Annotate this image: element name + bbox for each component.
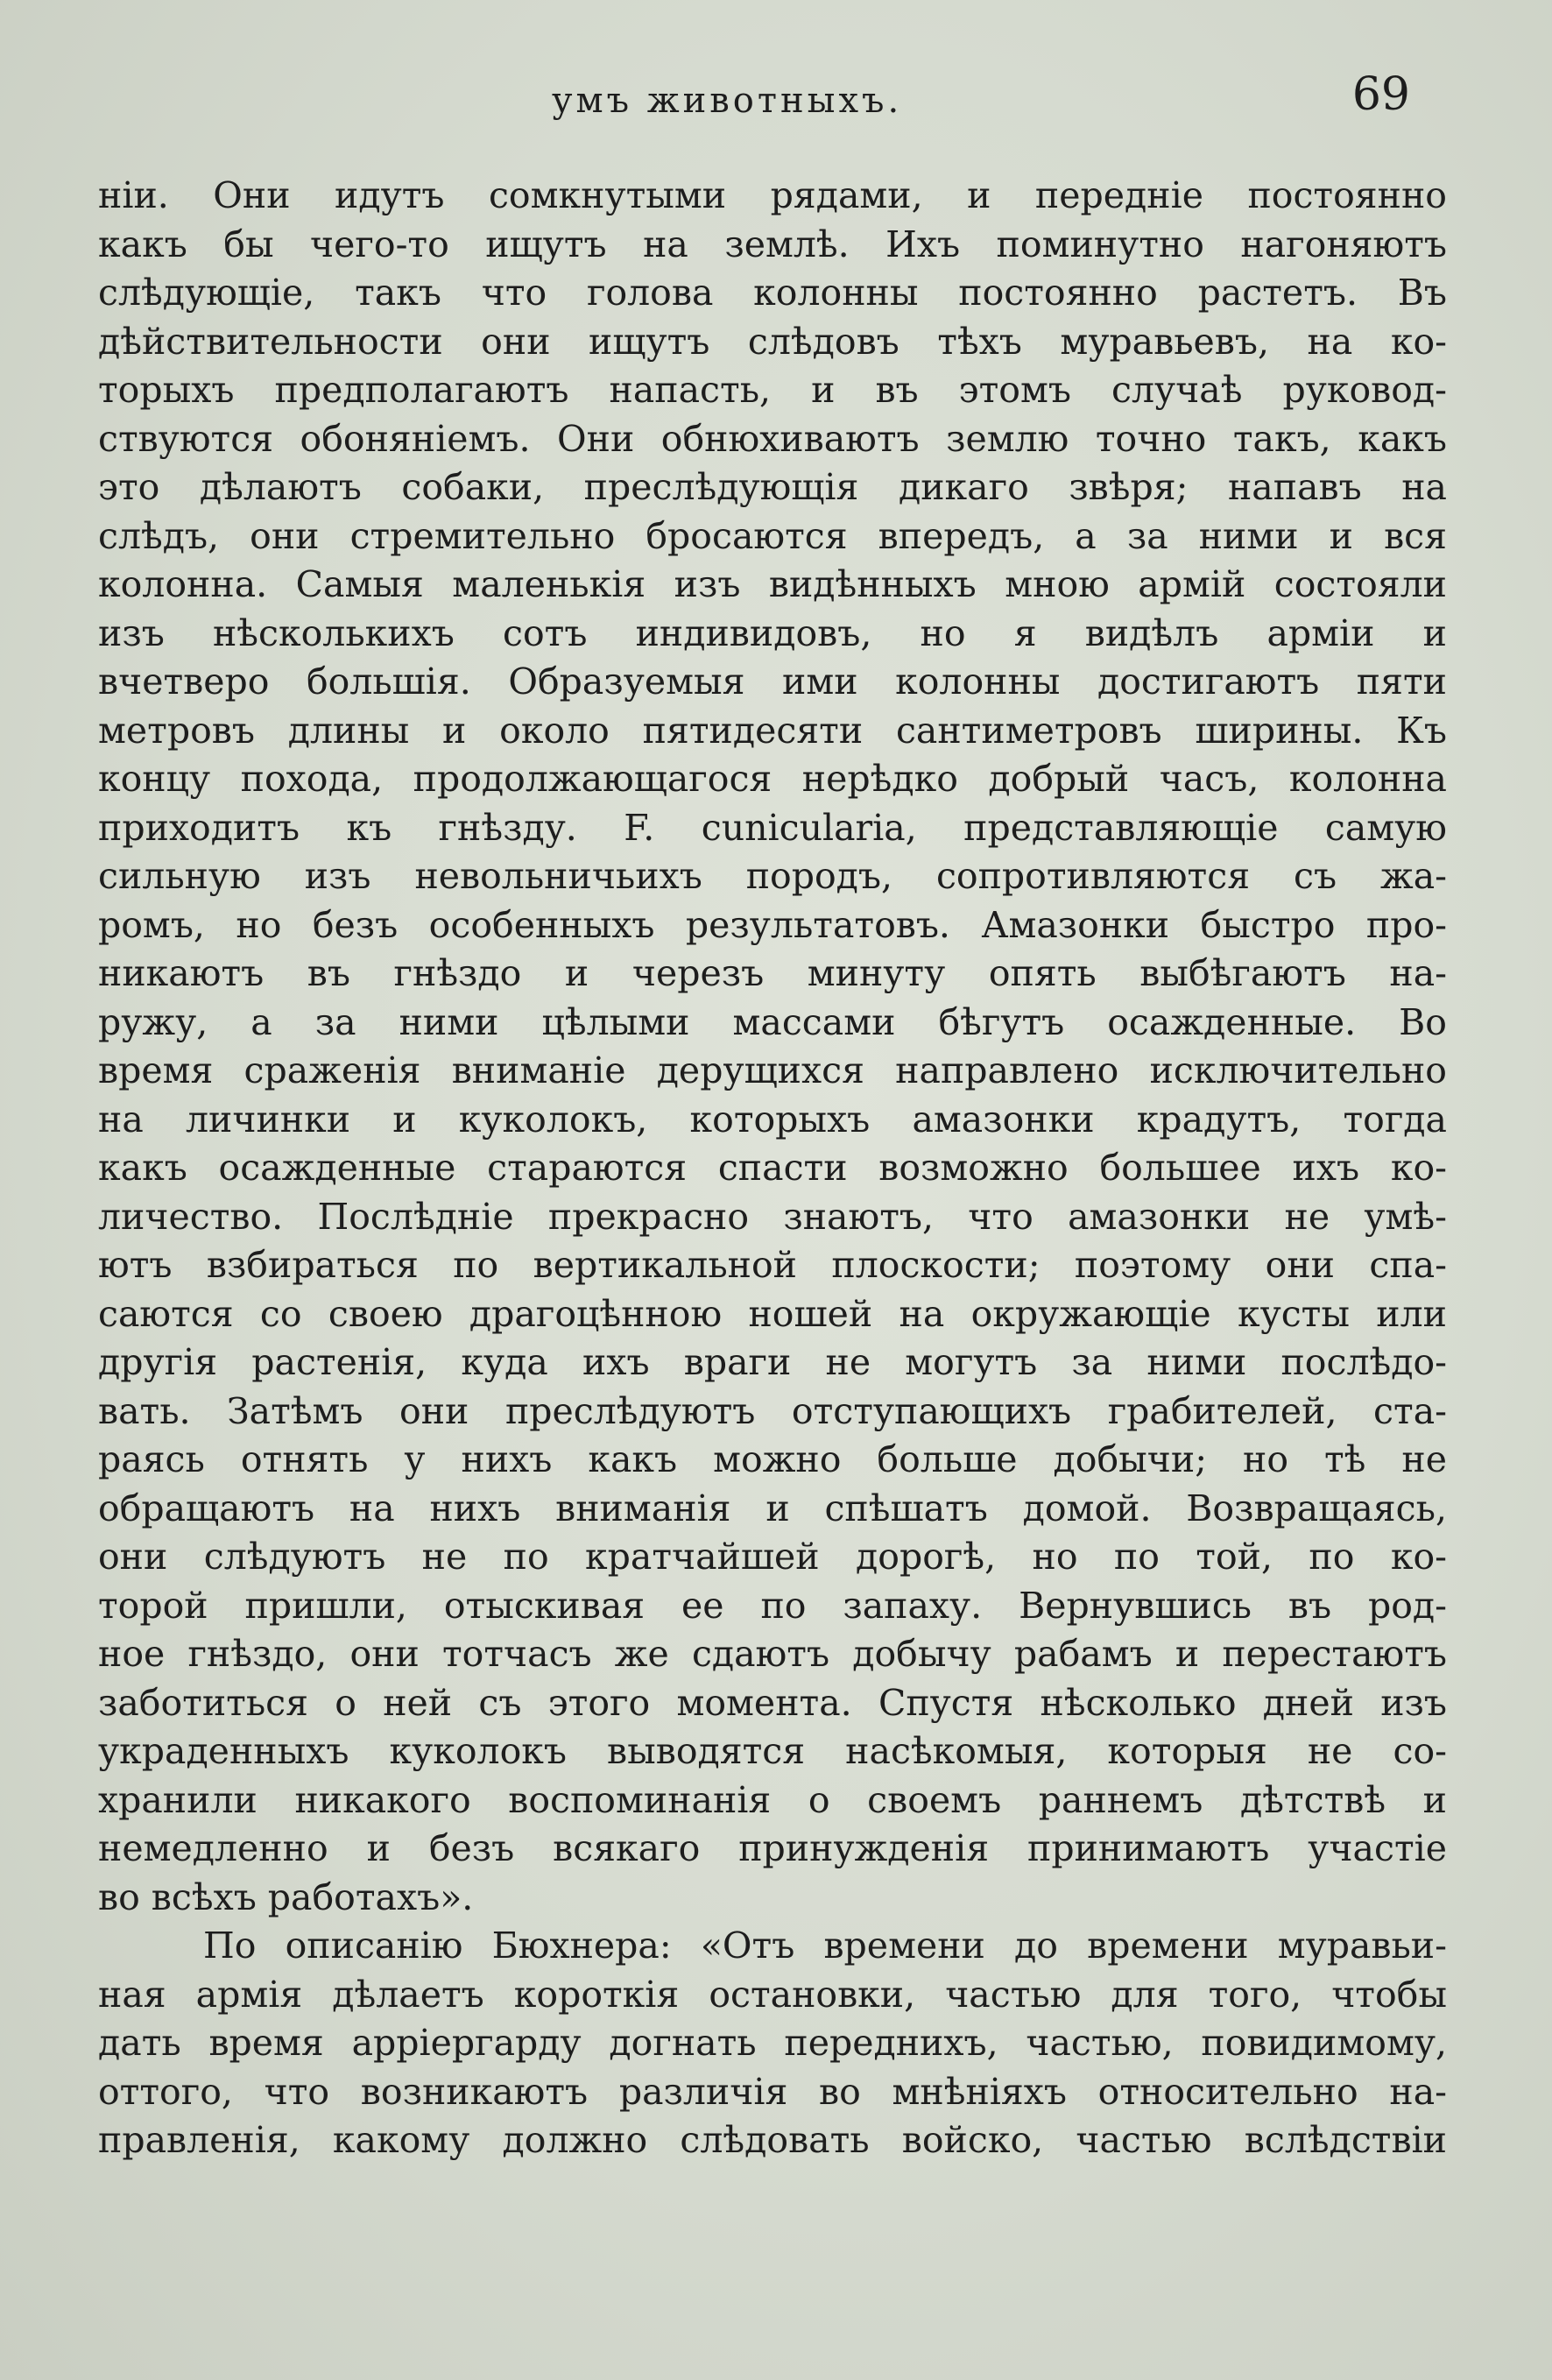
text-line: вать. Затѣмъ они преслѣдуютъ отступающихъ грабителей, ста- [98,1389,1447,1432]
text-line: это дѣлаютъ собаки, преслѣдующія дикаго звѣря; напавъ на [98,466,1447,508]
page-number: 69 [1351,68,1410,121]
text-line: слѣдующіе, такъ что голова колонны постоянно растетъ. Въ [98,272,1447,314]
text-line: саются со своею драгоцѣнною ношей на окружающіе кусты или [98,1292,1447,1335]
text-line: другія растенія, куда ихъ враги не могутъ за ними послѣдо- [98,1341,1447,1383]
text-line: ная армія дѣлаетъ короткія остановки, частью для того, чтобы [98,1973,1447,2016]
text-line: концу похода, продолжающагося нерѣдко добрый часъ, колонна [98,758,1447,800]
text-line: По описанію Бюхнера: «Отъ времени до времени муравьи- [203,1924,1447,1967]
text-line: во всѣхъ работахъ». [98,1875,474,1918]
text-line: они слѣдуютъ не по кратчайшей дорогѣ, но по той, по ко- [98,1536,1447,1578]
text-line: ютъ взбираться по вертикальной плоскости; поэтому они спа- [98,1244,1447,1286]
text-line: торыхъ предполагаютъ напасть, и въ этомъ случаѣ руковод- [98,369,1447,411]
text-line: изъ нѣсколькихъ сотъ индивидовъ, но я видѣлъ арміи и [98,611,1447,654]
text-line: личество. Послѣдніе прекрасно знаютъ, что амазонки не умѣ- [98,1195,1447,1238]
running-head [96,68,1410,130]
text-line: оттого, что возникаютъ различія во мнѣніяхъ относительно на- [98,2070,1447,2113]
text-line: торой пришли, отыскивая ее по запаху. Вернувшись въ род- [98,1584,1447,1627]
text-line: ружу, а за ними цѣлыми массами бѣгутъ осажденные. Во [98,1000,1447,1043]
text-line: на личинки и куколокъ, которыхъ амазонки крадутъ, тогда [98,1098,1447,1141]
text-line: вчетверо большія. Образуемыя ими колонны достигаютъ пяти [98,660,1447,703]
text-line: слѣдъ, они стремительно бросаются впередъ, а за ними и вся [98,514,1447,557]
running-title: умъ животныхъ. [552,81,903,121]
text-line: ніи. Они идутъ сомкнутыми рядами, и передніе постоянно [98,174,1447,216]
text-line: никаютъ въ гнѣздо и черезъ минуту опять выбѣгаютъ на- [98,952,1447,994]
text-line: метровъ длины и около пятидесяти сантиметровъ ширины. Къ [98,709,1447,752]
text-line: колонна. Самыя маленькія изъ видѣнныхъ мною армій состояли [98,563,1447,605]
text-line: дать время арріергарду догнать переднихъ, частью, повидимому, [98,2022,1447,2064]
text-line: сильную изъ невольничьихъ породъ, сопротивляются съ жа- [98,855,1447,897]
text-line: ное гнѣздо, они тотчасъ же сдаютъ добычу рабамъ и перестаютъ [98,1633,1447,1675]
body-text [98,172,1447,2165]
text-line: какъ осажденные стараются спасти возможно большее ихъ ко- [98,1147,1447,1189]
text-line: заботиться о ней съ этого момента. Спустя нѣсколько дней изъ [98,1681,1447,1724]
text-line: хранили никакого воспоминанія о своемъ раннемъ дѣтствѣ и [98,1778,1447,1821]
text-line: раясь отнять у нихъ какъ можно больше добычи; но тѣ не [98,1438,1447,1480]
text-line: немедленно и безъ всякаго принужденія принимаютъ участіе [98,1827,1447,1869]
text-line: ствуются обоняніемъ. Они обнюхиваютъ землю точно такъ, какъ [98,417,1447,460]
text-line: приходитъ къ гнѣзду. F. cunicularia, представляющіе самую [98,806,1447,849]
text-line: правленія, какому должно слѣдовать войско, частью вслѣдствіи [98,2119,1447,2161]
text-line: дѣйствительности они ищутъ слѣдовъ тѣхъ муравьевъ, на ко- [98,320,1447,363]
text-line: украденныхъ куколокъ выводятся насѣкомыя, которыя не со- [98,1730,1447,1772]
text-line: время сраженія вниманіе дерущихся направлено исключительно [98,1049,1447,1091]
text-line: обращаютъ на нихъ вниманія и спѣшатъ домой. Возвращаясь, [98,1487,1447,1529]
text-line: какъ бы чего-то ищутъ на землѣ. Ихъ поминутно нагоняютъ [98,222,1447,265]
text-line: ромъ, но безъ особенныхъ результатовъ. Амазонки быстро про- [98,903,1447,946]
